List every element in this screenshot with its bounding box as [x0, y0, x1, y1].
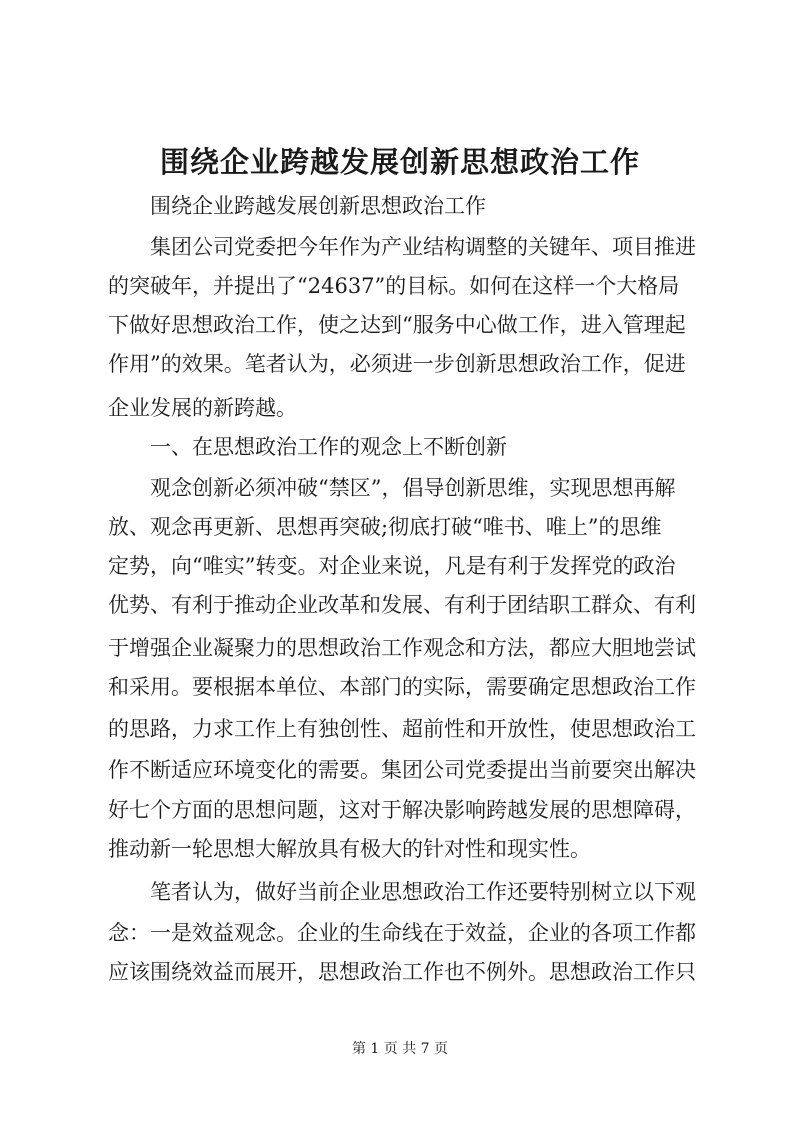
paragraph-line: 的突破年，并提出了“24637”的目标。如何在这样一个大格局 — [108, 274, 680, 298]
paragraph-line: 集团公司党委把今年作为产业结构调整的关键年、项目推进 — [150, 235, 696, 259]
paragraph-line: 下做好思想政治工作，使之达到“服务中心做工作，进入管理起 — [108, 313, 686, 337]
paragraph-line: 和采用。要根据本单位、本部门的实际，需要确定思想政治工作 — [108, 675, 696, 699]
paragraph-line: 企业发展的新跨越。 — [108, 396, 297, 420]
paragraph-line: 念：一是效益观念。企业的生命线在于效益，企业的各项工作都 — [108, 921, 696, 945]
paragraph-line: 放、观念再更新、思想再突破;彻底打破“唯书、唯上”的思维 — [108, 515, 662, 539]
page-number-footer: 第 1 页 共 7 页 — [351, 1041, 449, 1057]
subtitle-line: 围绕企业跨越发展创新思想政治工作 — [150, 194, 486, 218]
paragraph-line: 作不断适应环境变化的需要。集团公司党委提出当前要突出解决 — [108, 758, 696, 782]
paragraph-line: 应该围绕效益而展开，思想政治工作也不例外。思想政治工作只 — [108, 960, 696, 984]
paragraph-line: 定势，向“唯实”转变。对企业来说，凡是有利于发挥党的政治 — [108, 554, 676, 578]
section-heading: 一、在思想政治工作的观念上不断创新 — [150, 435, 507, 459]
paragraph-line: 的思路，力求工作上有独创性、超前性和开放性，使思想政治工 — [108, 717, 696, 741]
paragraph-line: 好七个方面的思想问题，这对于解决影响跨越发展的思想障碍， — [108, 798, 696, 822]
paragraph-line: 优势、有利于推动企业改革和发展、有利于团结职工群众、有利 — [108, 593, 696, 617]
paragraph-line: 推动新一轮思想大解放具有极大的针对性和现实性。 — [108, 837, 591, 861]
paragraph-line: 观念创新必须冲破“禁区”，倡导创新思维，实现思想再解 — [150, 476, 676, 500]
document-title: 围绕企业跨越发展创新思想政治工作 — [159, 145, 640, 179]
paragraph-line: 笔者认为，做好当前企业思想政治工作还要特别树立以下观 — [150, 880, 696, 904]
paragraph-line: 于增强企业凝聚力的思想政治工作观念和方法，都应大胆地尝试 — [108, 636, 696, 660]
paragraph-line: 作用”的效果。笔者认为，必须进一步创新思想政治工作，促进 — [108, 352, 686, 376]
